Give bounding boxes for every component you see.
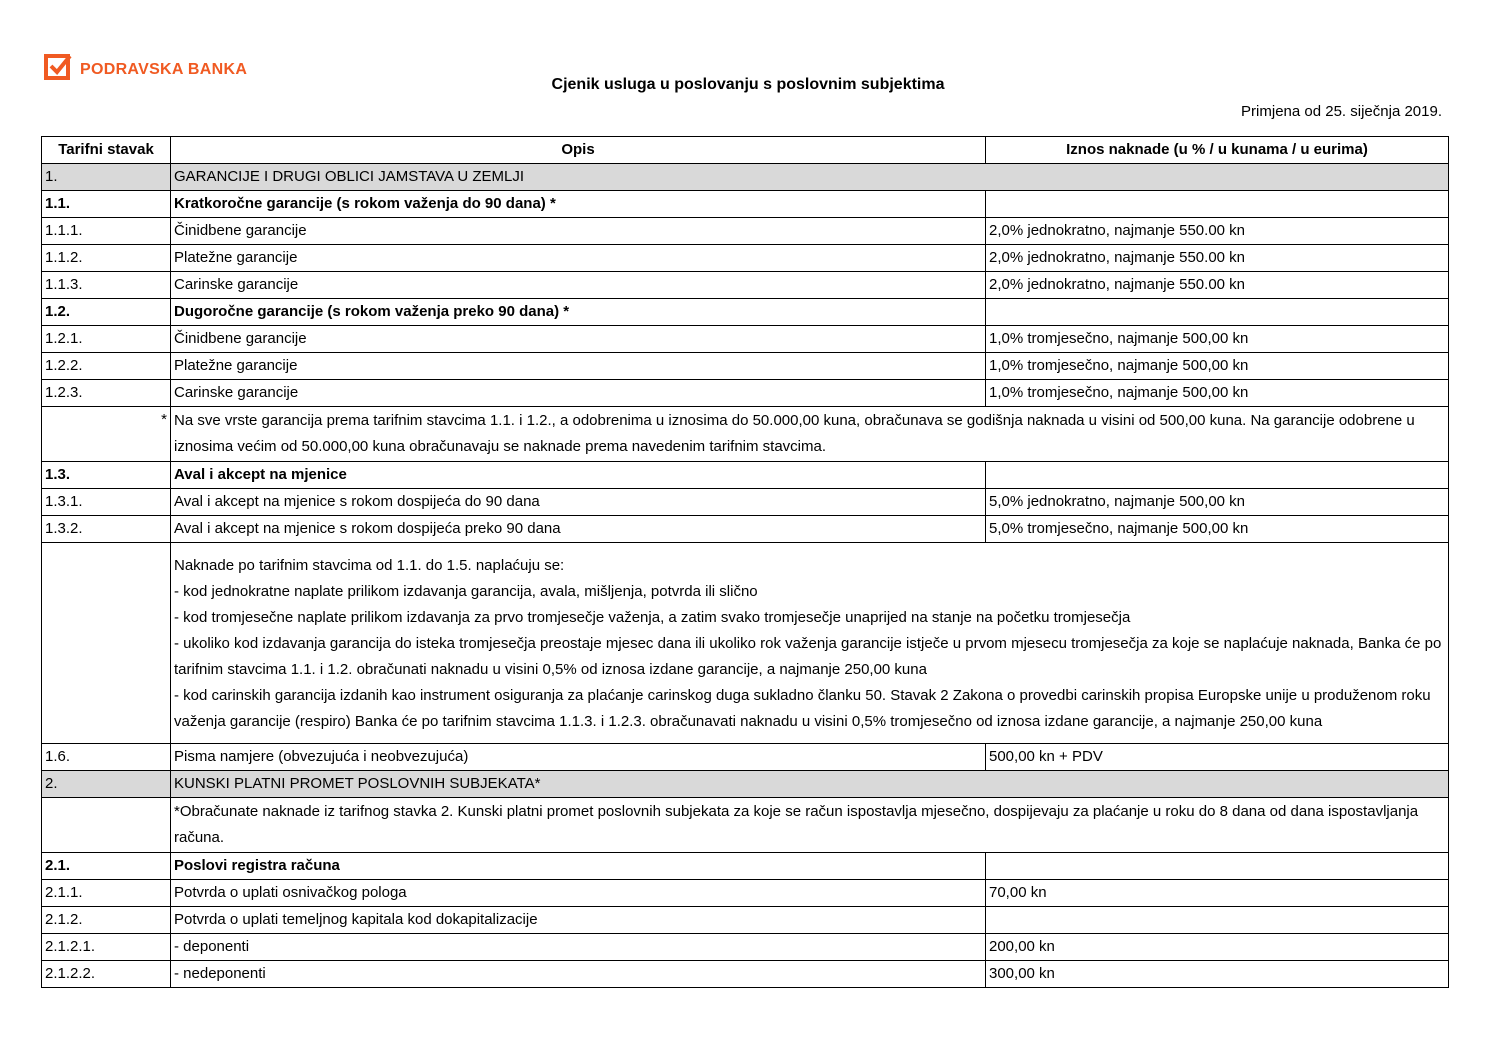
table-row <box>42 191 1449 218</box>
col-header-fee: Iznos naknade (u % / u kunama / u eurima) <box>986 137 1449 164</box>
table-row <box>42 489 1449 516</box>
bank-name: PODRAVSKA BANKA <box>80 61 248 78</box>
col-header-desc: Opis <box>171 137 986 164</box>
info-line: - kod carinskih garancija izdanih kao instrument osiguranja za plaćanje carinskog duga sukladno članku 50. Stavak 2 Zakona o provedbi carinskih propisa Europske unije u produženom roku važenja garancije (respiro) Banka će po tarifnim stavcima 1.1.3. i 1.2.3. obračunavati naknadu u visini 0,5% tromjesečno od iznosa izdane garancije, a najmanje 250,00 kuna <box>174 687 1431 730</box>
description-cell: Na sve vrste garancija prema tarifnim stavcima 1.1. i 1.2., a odobrenima u iznosima do 50.000,00 kuna, obračunava se godišnja naknada u visini od 500,00 kuna. Na garancije odobrene u iznosima većim od 50.000,00 kuna obračunavaju se naknade prema navedenim tarifnim stavcima. <box>171 407 1449 462</box>
fee-cell: 2,0% jednokratno, najmanje 550.00 kn <box>986 245 1449 272</box>
fee-cell: 2,0% jednokratno, najmanje 550.00 kn <box>986 272 1449 299</box>
fee-cell: 70,00 kn <box>986 880 1449 907</box>
description-cell: - nedeponenti <box>171 961 986 988</box>
table-row <box>42 326 1449 353</box>
info-line: - kod jednokratne naplate prilikom izdavanja garancija, avala, mišljenja, potvrda ili slično <box>174 583 758 600</box>
tariff-code-cell: 2. <box>42 771 171 798</box>
tariff-code-cell: 1.3.1. <box>42 489 171 516</box>
table-row <box>42 164 1449 191</box>
tariff-code-cell: 1.3. <box>42 462 171 489</box>
tariff-code-cell: 1.1. <box>42 191 171 218</box>
fee-cell <box>986 462 1449 489</box>
fee-cell: 1,0% tromjesečno, najmanje 500,00 kn <box>986 326 1449 353</box>
info-code-cell <box>42 543 171 744</box>
tariff-code-cell: 1.6. <box>42 744 171 771</box>
tariff-code-cell: 1.1.3. <box>42 272 171 299</box>
info-row <box>42 543 1449 744</box>
tariff-code-cell: 2.1.2. <box>42 907 171 934</box>
tariff-code-cell <box>42 798 171 853</box>
fee-cell <box>986 191 1449 218</box>
tariff-code-cell: 1.1.2. <box>42 245 171 272</box>
fee-cell <box>986 907 1449 934</box>
table-row <box>42 798 1449 853</box>
col-header-code: Tarifni stavak <box>42 137 171 164</box>
tariff-code-cell: * <box>42 407 171 462</box>
tariff-code-cell: 1.3.2. <box>42 516 171 543</box>
table-row <box>42 516 1449 543</box>
tariff-code-cell: 1.2.2. <box>42 353 171 380</box>
description-cell: KUNSKI PLATNI PROMET POSLOVNIH SUBJEKATA* <box>171 771 1449 798</box>
table-row <box>42 880 1449 907</box>
description-cell: Carinske garancije <box>171 272 986 299</box>
table-header-row <box>42 137 1449 164</box>
description-cell: GARANCIJE I DRUGI OBLICI JAMSTAVA U ZEMLJI <box>171 164 1449 191</box>
fee-cell: 200,00 kn <box>986 934 1449 961</box>
page-title: Cjenik usluga u poslovanju s poslovnim subjektima <box>551 76 945 93</box>
info-line: Naknade po tarifnim stavcima od 1.1. do 1.5. naplaćuju se: <box>174 557 565 574</box>
tariff-code-cell: 1.2. <box>42 299 171 326</box>
table-row <box>42 218 1449 245</box>
table-row <box>42 380 1449 407</box>
description-cell: Aval i akcept na mjenice s rokom dospijeća do 90 dana <box>171 489 986 516</box>
table-row <box>42 934 1449 961</box>
description-cell: Kratkoročne garancije (s rokom važenja do 90 dana) * <box>171 191 986 218</box>
fee-cell: 2,0% jednokratno, najmanje 550.00 kn <box>986 218 1449 245</box>
fee-cell: 5,0% jednokratno, najmanje 500,00 kn <box>986 489 1449 516</box>
description-cell: Potvrda o uplati temeljnog kapitala kod dokapitalizacije <box>171 907 986 934</box>
table-row <box>42 353 1449 380</box>
tariff-code-cell: 2.1.2.2. <box>42 961 171 988</box>
description-cell: Platežne garancije <box>171 245 986 272</box>
fee-cell <box>986 299 1449 326</box>
fee-cell: 1,0% tromjesečno, najmanje 500,00 kn <box>986 353 1449 380</box>
table-row <box>42 462 1449 489</box>
info-line: - ukoliko kod izdavanja garancija do isteka tromjesečja preostaje mjesec dana ili ukoliko rok važenja garancije istječe u prvom mjesecu tromjesečja za koje se naplaćuje naknada, Banka će po tarifnim stavcima 1.1. i 1.2. obračunati naknadu u visini 0,5% od iznosa izdane garancije, a najmanje 250,00 kuna <box>174 635 1442 678</box>
fee-cell: 300,00 kn <box>986 961 1449 988</box>
fee-cell <box>986 853 1449 880</box>
table-row <box>42 245 1449 272</box>
tariff-code-cell: 1.2.1. <box>42 326 171 353</box>
effective-date: Primjena od 25. siječnja 2019. <box>1241 103 1442 120</box>
fee-cell: 500,00 kn + PDV <box>986 744 1449 771</box>
description-cell: Činidbene garancije <box>171 326 986 353</box>
description-cell: Pisma namjere (obvezujuća i neobvezujuća) <box>171 744 986 771</box>
table-row <box>42 744 1449 771</box>
tariff-code-cell: 2.1. <box>42 853 171 880</box>
tariff-code-cell: 1. <box>42 164 171 191</box>
table-row <box>42 961 1449 988</box>
description-cell: Dugoročne garancije (s rokom važenja preko 90 dana) * <box>171 299 986 326</box>
tariff-code-cell: 1.2.3. <box>42 380 171 407</box>
tariff-code-cell: 1.1.1. <box>42 218 171 245</box>
price-table <box>41 136 1449 988</box>
description-cell: Platežne garancije <box>171 353 986 380</box>
description-cell: Aval i akcept na mjenice s rokom dospijeća preko 90 dana <box>171 516 986 543</box>
description-cell: Potvrda o uplati osnivačkog pologa <box>171 880 986 907</box>
description-cell: Carinske garancije <box>171 380 986 407</box>
fee-cell: 5,0% tromjesečno, najmanje 500,00 kn <box>986 516 1449 543</box>
fee-cell: 1,0% tromjesečno, najmanje 500,00 kn <box>986 380 1449 407</box>
table-row <box>42 907 1449 934</box>
info-line: - kod tromjesečne naplate prilikom izdavanja za prvo tromjesečje važenja, a zatim svako tromjesečje unaprijed na stanje na početku tromjesečja <box>174 609 1131 626</box>
table-row <box>42 299 1449 326</box>
description-cell: Poslovi registra računa <box>171 853 986 880</box>
table-row <box>42 771 1449 798</box>
description-cell: - deponenti <box>171 934 986 961</box>
tariff-code-cell: 2.1.2.1. <box>42 934 171 961</box>
table-row <box>42 853 1449 880</box>
description-cell: *Obračunate naknade iz tarifnog stavka 2. Kunski platni promet poslovnih subjekata za koje se račun ispostavlja mjesečno, dospijevaju za plaćanje u roku do 8 dana od dana ispostavljanja računa. <box>171 798 1449 853</box>
tariff-code-cell: 2.1.1. <box>42 880 171 907</box>
table-row <box>42 407 1449 462</box>
description-cell: Aval i akcept na mjenice <box>171 462 986 489</box>
table-row <box>42 272 1449 299</box>
description-cell: Činidbene garancije <box>171 218 986 245</box>
info-text-cell <box>171 543 1449 744</box>
